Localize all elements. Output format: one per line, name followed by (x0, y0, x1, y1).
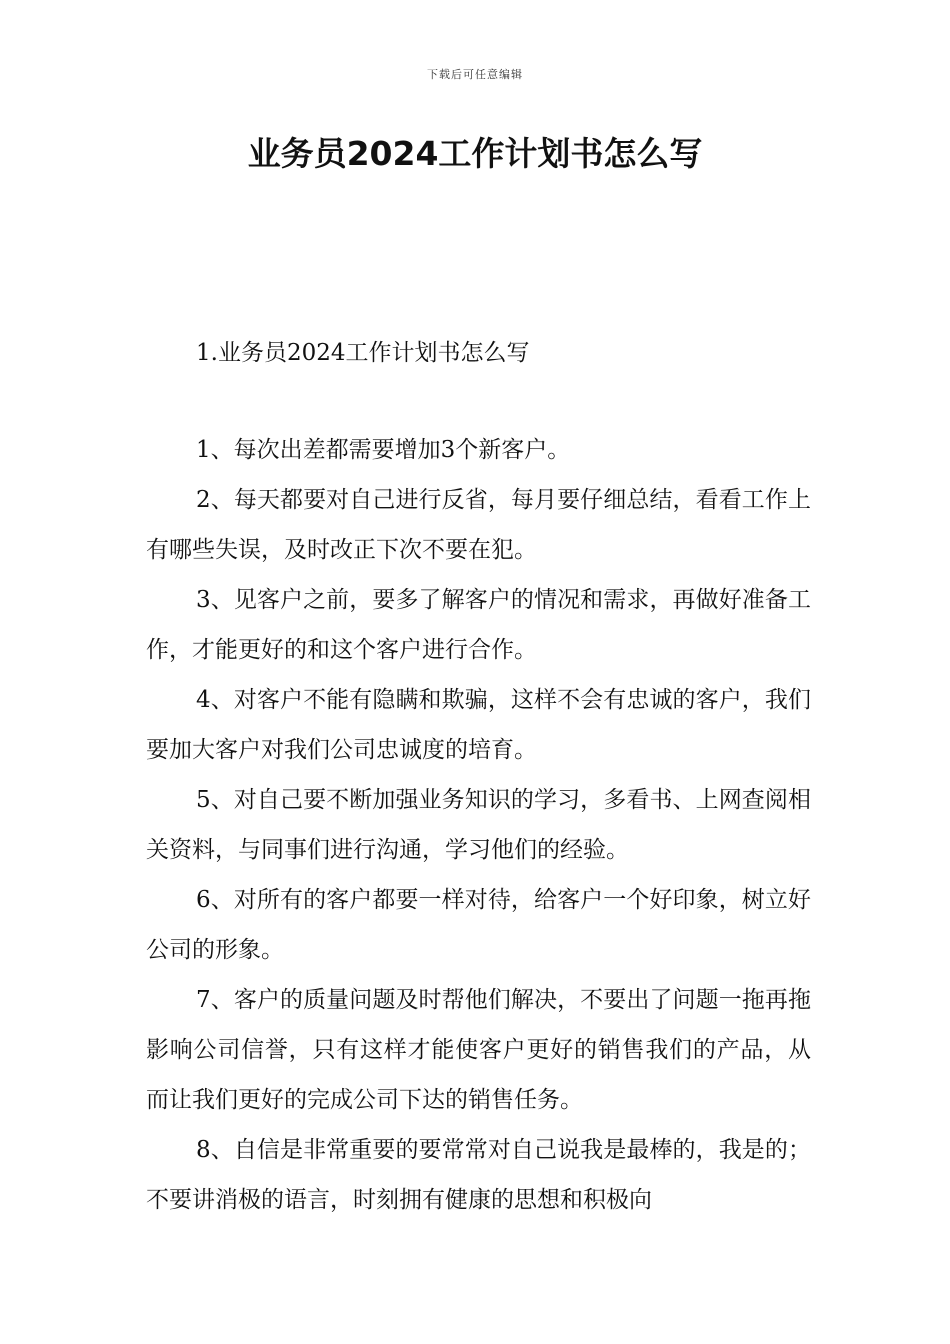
paragraph-8: 8、自信是非常重要的要常常对自己说我是最棒的，我是的；不要讲消极的语言，时刻拥有健康的思想和积极向 (146, 1137, 811, 1213)
paragraph-1: 1、每次出差都需要增加3个新客户。 (196, 437, 571, 463)
section-heading: 1.业务员2024工作计划书怎么写 (196, 340, 530, 366)
document-title: 业务员2024工作计划书怎么写 (247, 134, 703, 173)
paragraph-4: 4、对客户不能有隐瞒和欺骗，这样不会有忠诚的客户，我们要加大客户对我们公司忠诚度的培育。 (146, 687, 811, 763)
paragraph-6: 6、对所有的客户都要一样对待，给客户一个好印象，树立好公司的形象。 (146, 887, 811, 963)
paragraph-2: 2、每天都要对自己进行反省，每月要仔细总结，看看工作上有哪些失误，及时改正下次不要在犯。 (146, 487, 811, 563)
paragraph-5: 5、对自己要不断加强业务知识的学习，多看书、上网查阅相关资料，与同事们进行沟通，学习他们的经验。 (146, 787, 811, 863)
paragraph-7: 7、客户的质量问题及时帮他们解决，不要出了问题一拖再拖影响公司信誉，只有这样才能使客户更好的销售我们的产品，从而让我们更好的完成公司下达的销售任务。 (146, 987, 811, 1113)
paragraph-3: 3、见客户之前，要多了解客户的情况和需求，再做好准备工作，才能更好的和这个客户进行合作。 (146, 587, 811, 663)
header-note: 下载后可任意编辑 (427, 68, 523, 81)
document-body (146, 425, 811, 1225)
